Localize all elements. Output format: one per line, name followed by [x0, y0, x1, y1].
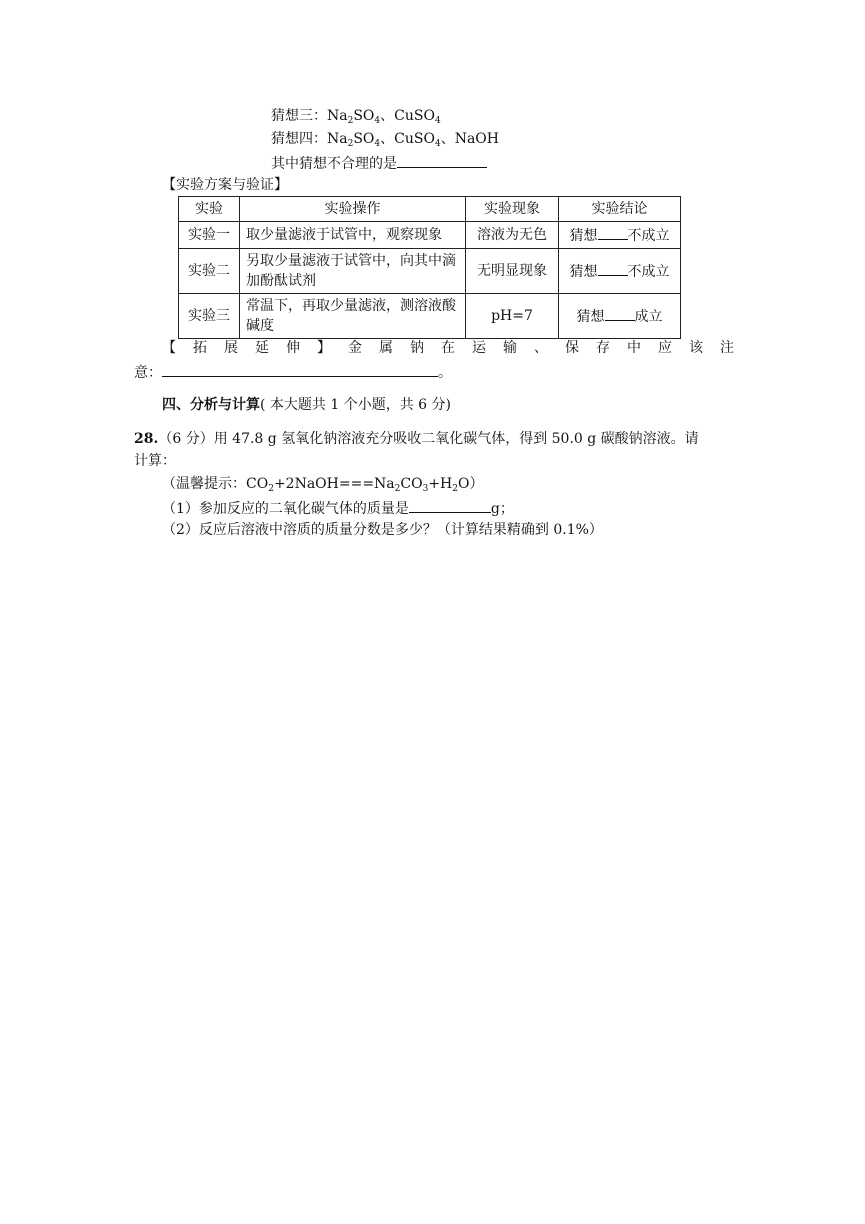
experiment-name: 实验一	[179, 222, 240, 249]
answer-blank[interactable]	[598, 260, 628, 276]
experiment-phenomenon: 无明显现象	[466, 249, 559, 294]
answer-blank[interactable]	[397, 152, 487, 168]
guess-three: 猜想三：$Na_2SO_4$、CuSO$_4$	[271, 108, 441, 126]
col-header: 实验结论	[559, 197, 681, 222]
question-28-line-2: 计算：	[134, 453, 176, 469]
question-28-sub-2: （2）反应后溶液中溶质的质量分数是多少？（计算结果精确到 0.1%）	[162, 522, 603, 538]
col-header: 实验操作	[240, 197, 466, 222]
answer-blank[interactable]	[162, 361, 438, 377]
question-28-sub-1: （1）参加反应的二氧化碳气体的质量是 g；	[162, 497, 514, 519]
extension-line-2: 意： 。	[134, 361, 452, 383]
experiment-name: 实验三	[179, 294, 240, 339]
experiment-heading: 【实验方案与验证】	[162, 177, 288, 193]
answer-blank[interactable]	[605, 305, 635, 321]
experiment-operation: 另取少量滤液于试管中，向其中滴加酚酞试剂	[240, 249, 466, 294]
table-header-row	[179, 197, 681, 222]
experiment-table	[178, 196, 681, 339]
experiment-conclusion: 猜想 不成立	[559, 249, 681, 294]
experiment-phenomenon: 溶液为无色	[466, 222, 559, 249]
unreasonable-guess-question: 其中猜想不合理的是	[271, 152, 487, 174]
question-28-hint: （温馨提示：$CO_2+2NaOH===Na_2CO_3+H_2O$）	[162, 476, 484, 494]
table-row	[179, 249, 681, 294]
section-four-heading: 四、分析与计算( 本大题共 1 个小题，共 6 分)	[162, 397, 451, 413]
experiment-conclusion: 猜想 成立	[559, 294, 681, 339]
col-header: 实验	[179, 197, 240, 222]
col-header: 实验现象	[466, 197, 559, 222]
extension-line-1: 【 拓 展 延 伸 】 金 属 钠 在 运 输 、 保 存 中 应 该 注	[162, 340, 734, 356]
answer-blank[interactable]	[598, 224, 628, 240]
experiment-phenomenon: pH=7	[466, 294, 559, 339]
table-row	[179, 294, 681, 339]
guess-four: 猜想四：$Na_2SO_4$、CuSO$_4$、NaOH	[271, 131, 499, 149]
experiment-conclusion: 猜想 不成立	[559, 222, 681, 249]
experiment-operation: 常温下，再取少量滤液，测溶液酸碱度	[240, 294, 466, 339]
experiment-operation: 取少量滤液于试管中，观察现象	[240, 222, 466, 249]
table-row	[179, 222, 681, 249]
answer-blank[interactable]	[409, 497, 491, 513]
experiment-name: 实验二	[179, 249, 240, 294]
question-28-line-1: 28.（6 分）用 47.8 g 氢氧化钠溶液充分吸收二氧化碳气体，得到 50.0 g 碳酸钠溶液。请	[134, 431, 699, 447]
